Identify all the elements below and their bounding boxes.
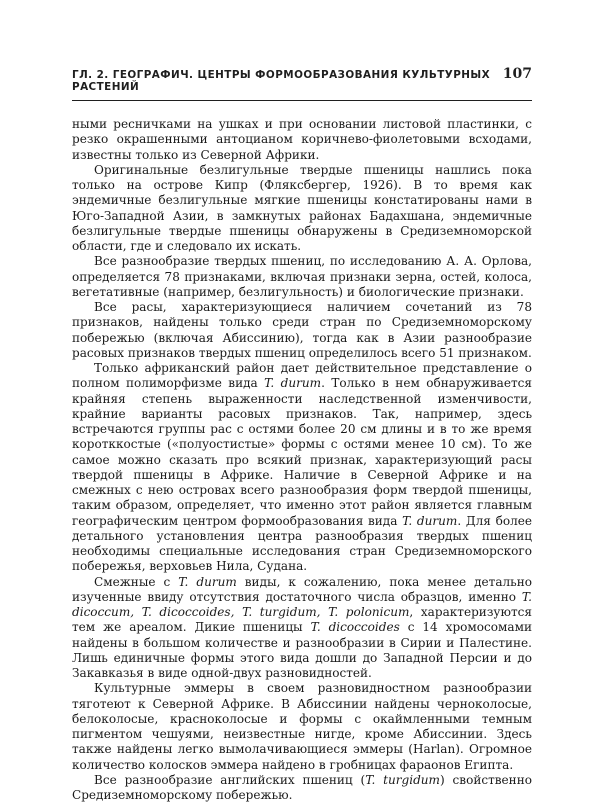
book-page <box>72 66 532 803</box>
text-run: Все разнообразие английских пшениц ( <box>94 772 366 787</box>
text-run: , характеризуются тем же ареалом. Дикие пшеницы <box>72 605 532 635</box>
running-head-title: ГЛ. 2. ГЕОГРАФИЧ. ЦЕНТРЫ ФОРМООБРАЗОВАНИЯ КУЛЬТУРНЫХ РАСТЕНИЙ <box>72 69 491 93</box>
text-run: с 14 хромосомами найдены в большом количестве и разнообразии в Сирии и Палестине. Лишь единичные формы этого вида дошли до Западной Персии и до Закавказья в виде одной-двух разновидностей. <box>72 620 532 680</box>
paragraph <box>72 254 532 300</box>
running-head <box>72 66 532 101</box>
text-run: ) свойственно Средиземноморскому побережью. <box>72 772 532 802</box>
paragraph <box>72 300 532 361</box>
body-text <box>72 117 532 803</box>
paragraph <box>72 361 532 575</box>
italic-species-name: T. dicoccoides <box>310 620 400 635</box>
italic-species-name: T. durum <box>264 376 322 391</box>
text-run: . Для более детального установления центра разнообразия твердых пшениц необходимы специальные исследования стран Средиземноморского побережья, верховьев Нила, Судана. <box>72 513 533 574</box>
italic-species-name: T. turgidum <box>365 772 440 787</box>
text-run: виды, к сожалению, пока менее детально изученные ввиду отсутствия достаточного числа образцов, именно <box>72 574 532 604</box>
text-run: ными ресничками на ушках и при основании листовой пластинки, с резко окрашенными антоцианом коричнево-фиолетовыми всходами, известны только из Северной Африки. <box>72 117 532 162</box>
text-run: Культурные эммеры в своем разновидностном разнообразии тяготеют к Северной Африке. В Абиссинии найдены чернокoлосые, белоколосые, краснокoлосые и формы с окаймленными темным пигментом чешуями, неизвестные нигде, кроме Абиссинии. Здесь также найдены легко вымолачивающиеся эммеры (Harlan). Огромное количество колосков эммера найдено в гробницах фараонов Египта. <box>72 681 532 772</box>
text-run: Все разнообразие твердых пшениц, по исследованию А. А. Орлова, определяется 78 признаками, включая признаки зерна, остей, колоса, вегетативные (например, безлигульность) и биологические признаки. <box>72 254 532 299</box>
paragraph <box>72 163 532 255</box>
text-run: . Только в нем обнаруживается крайняя степень выраженности наследственной изменчивости, крайние варианты расовых признаков. Так, например, здесь встречаются группы рас с остями более 20 см длины и в то же время коротккостые («полуостистые» формы с остями менее 10 см). То же самое можно сказать про всякий признак, характеризующий расы твердой пшеницы в Африке. Наличие в Северной Африке и на смежных с нею островах всего разнообразия форм твердой пшеницы, таким образом, определяет, что именно этот район является главным географическим центром формообразования вида <box>72 376 532 528</box>
page-number: 107 <box>502 66 532 82</box>
text-run: Смежные с <box>94 574 179 589</box>
text-run: Все расы, характеризующиеся наличием сочетаний из 78 признаков, найдены только среди стран по Средиземноморскому побережью (включая Абиссинию), тогда как в Азии разнообразие расовых признаков твердых пшениц определилось всего 51 признаком. <box>72 300 532 360</box>
paragraph <box>72 773 532 803</box>
text-run: Оригинальные безлигульные твердые пшеницы нашлись пока только на острове Кипр (Фляксбергер, 1926). В то время как эндемичные безлигульные мягкие пшеницы констатированы нами в Юго-Западной Азии, в замкнутых районах Бадахшана, эндемичные безлигульные твердые пшеницы обнаружены в Средиземноморской области, где и следовало их искать. <box>72 162 532 253</box>
italic-species-name: T. durum <box>178 574 237 589</box>
italic-species-name: T. durum <box>402 513 458 528</box>
italic-species-name: T. dicoccum, T. dicoccoides, T. turgidum, T. polonicum <box>72 589 532 619</box>
paragraph <box>72 117 532 163</box>
paragraph <box>72 575 532 682</box>
text-run: Только африканский район дает действительное представление о полном полиморфизме вида <box>72 361 532 391</box>
paragraph <box>72 681 532 773</box>
